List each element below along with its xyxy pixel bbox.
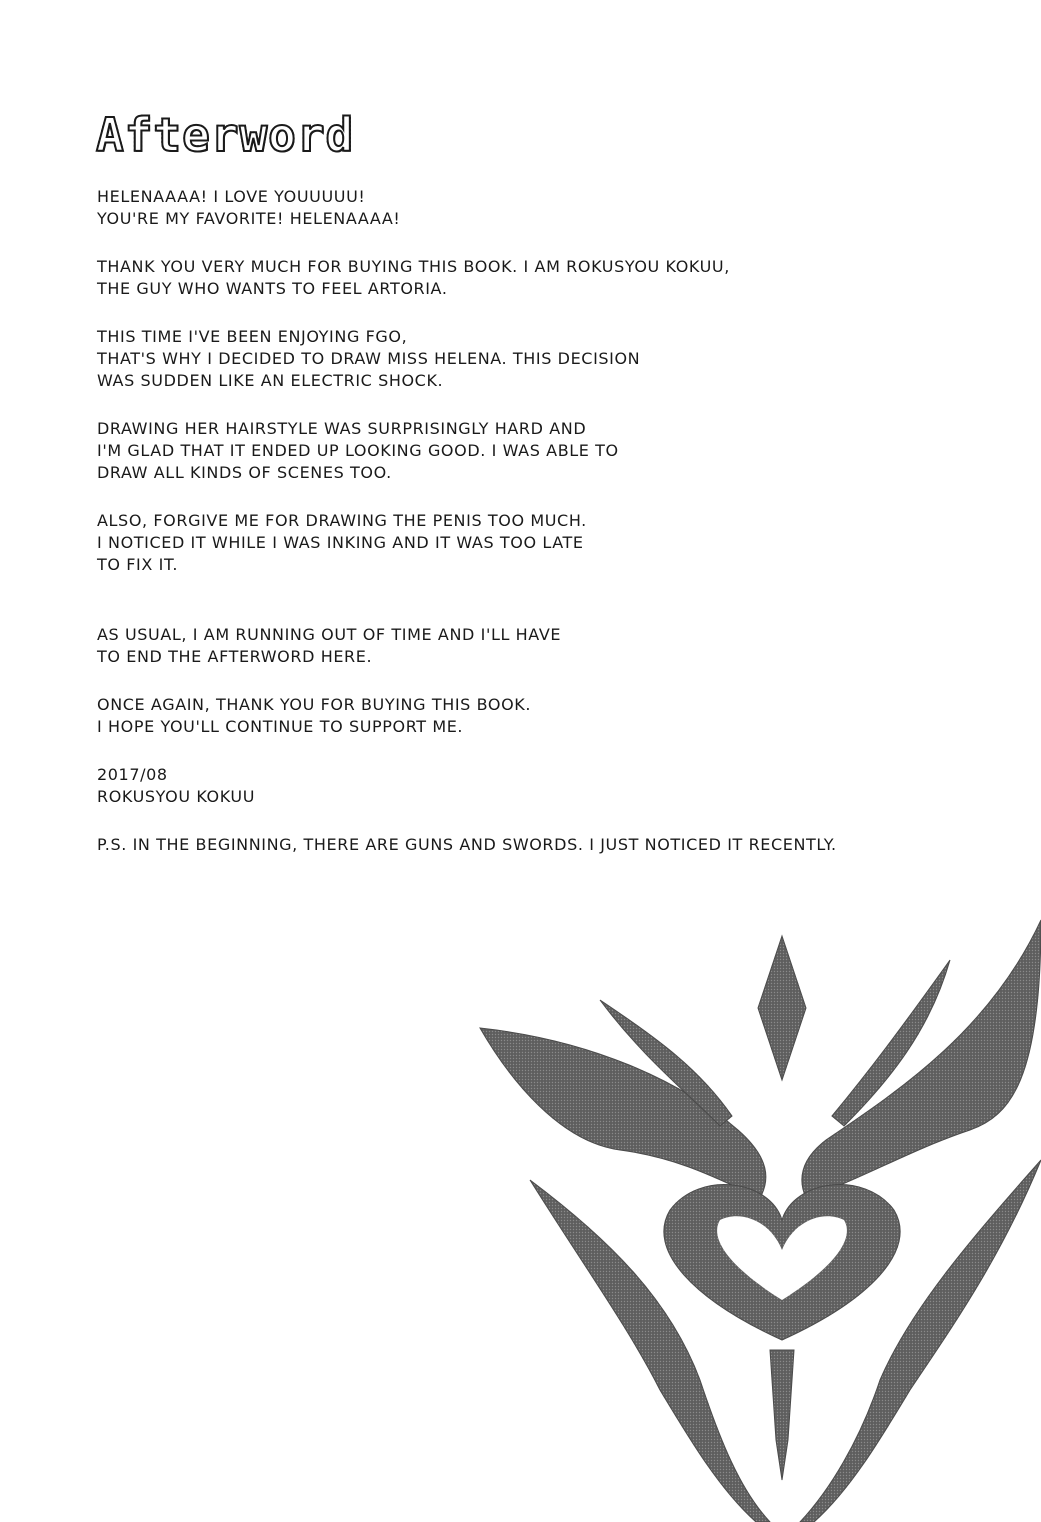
afterword-body (97, 186, 957, 856)
paragraph-hairstyle: DRAWING HER HAIRSTYLE WAS SURPRISINGLY HARD AND I'M GLAD THAT IT ENDED UP LOOKING GOOD. I WAS ABLE TO DRAW ALL KINDS OF SCENES TOO. (97, 419, 619, 482)
page-title: Afterword (96, 108, 355, 162)
paragraph-closing: AS USUAL, I AM RUNNING OUT OF TIME AND I'LL HAVE TO END THE AFTERWORD HERE. (97, 625, 562, 666)
paragraph-fgo: THIS TIME I'VE BEEN ENJOYING FGO, THAT'S WHY I DECIDED TO DRAW MISS HELENA. THIS DECISION WAS SUDDEN LIKE AN ELECTRIC SHOCK. (97, 327, 641, 390)
paragraph-support: ONCE AGAIN, THANK YOU FOR BUYING THIS BOOK. I HOPE YOU'LL CONTINUE TO SUPPORT ME. (97, 695, 532, 736)
paragraph-thanks: THANK YOU VERY MUCH FOR BUYING THIS BOOK. I AM ROKUSYOU KOKUU, THE GUY WHO WANTS TO FEEL ARTORIA. (97, 257, 730, 298)
signature-date-author: 2017/08 ROKUSYOU KOKUU (97, 765, 256, 806)
command-seal-emblem-icon (470, 880, 1041, 1522)
paragraph-postscript: P.S. IN THE BEGINNING, THERE ARE GUNS AND SWORDS. I JUST NOTICED IT RECENTLY. (97, 835, 837, 854)
paragraph-apology: ALSO, FORGIVE ME FOR DRAWING THE PENIS TOO MUCH. I NOTICED IT WHILE I WAS INKING AND IT WAS TOO LATE TO FIX IT. (97, 511, 587, 574)
paragraph-greeting: HELENAAAA! I LOVE YOUUUUU! YOU'RE MY FAVORITE! HELENAAAA! (97, 187, 401, 228)
